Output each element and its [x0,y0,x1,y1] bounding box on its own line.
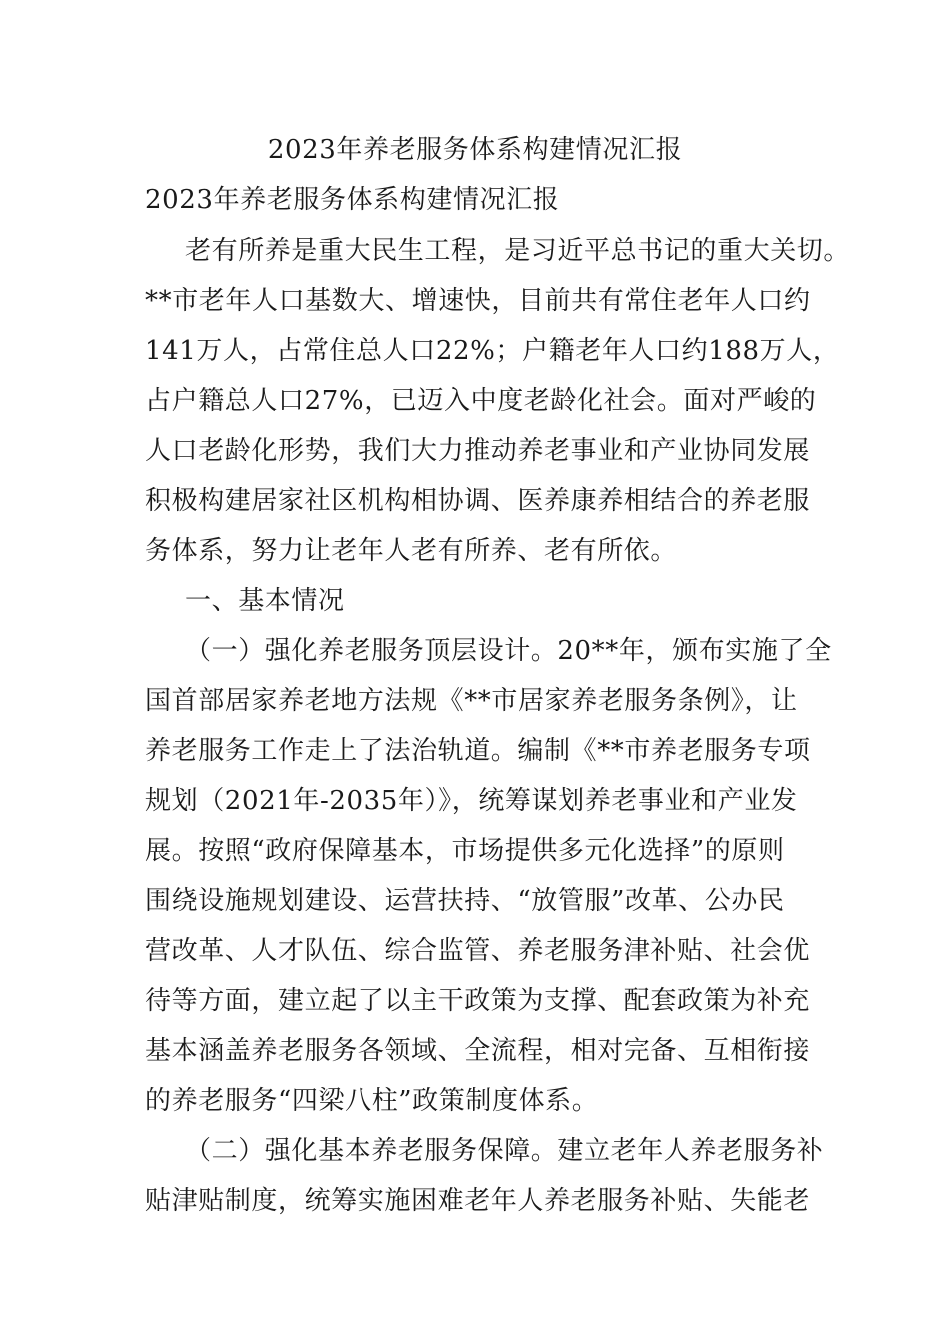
section-heading: 一、基本情况 [185,586,345,616]
paragraph-line: 人口老龄化形势，我们大力推动养老事业和产业协同发展 [145,436,811,466]
page-title: 2023年养老服务体系构建情况汇报 [267,135,683,165]
paragraph-line: 规划（2021年-2035年）》，统筹谋划养老事业和产业发 [145,786,798,816]
paragraph-line: 141万人，占常住总人口22%；户籍老年人口约188万人， [145,336,840,366]
paragraph-line: **市老年人口基数大、增速快，目前共有常住老年人口约 [145,286,811,316]
paragraph-line: （二）强化基本养老服务保障。建立老年人养老服务补 [185,1136,824,1166]
paragraph-line: 围绕设施规划建设、运营扶持、“放管服”改革、公办民 [145,886,785,916]
paragraph-line: （一）强化养老服务顶层设计。20**年，颁布实施了全 [185,636,832,666]
paragraph-line: 基本涵盖养老服务各领域、全流程，相对完备、互相衔接 [145,1036,811,1066]
paragraph-line: 国首部居家养老地方法规《**市居家养老服务条例》，让 [145,686,798,716]
paragraph-line: 老有所养是重大民生工程，是习近平总书记的重大关切。 [185,236,851,266]
paragraph-line: 贴津贴制度，统筹实施困难老年人养老服务补贴、失能老 [145,1186,811,1216]
paragraph-line: 占户籍总人口27%，已迈入中度老龄化社会。面对严峻的 [145,386,817,416]
paragraph-line: 积极构建居家社区机构相协调、医养康养相结合的养老服 [145,486,811,516]
paragraph-line: 养老服务工作走上了法治轨道。编制《**市养老服务专项 [145,736,811,766]
paragraph-line: 待等方面，建立起了以主干政策为支撑、配套政策为补充 [145,986,811,1016]
paragraph-line: 展。按照“政府保障基本，市场提供多元化选择”的原则 [145,836,785,866]
paragraph-line: 营改革、人才队伍、综合监管、养老服务津补贴、社会优 [145,936,811,966]
paragraph-line: 的养老服务“四梁八柱”政策制度体系。 [145,1086,599,1116]
paragraph-line: 务体系，努力让老年人老有所养、老有所依。 [145,536,678,566]
document-subtitle: 2023年养老服务体系构建情况汇报 [145,185,560,215]
